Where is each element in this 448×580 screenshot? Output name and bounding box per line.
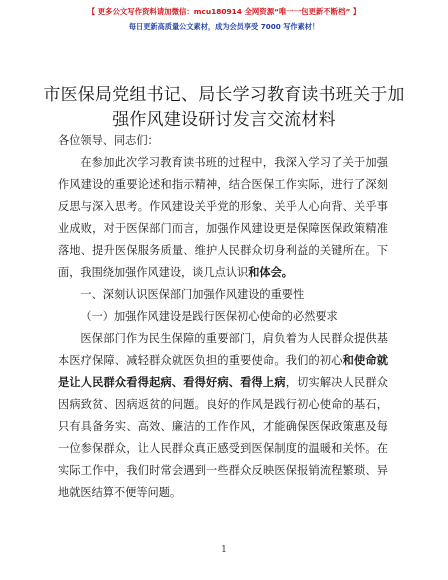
section-heading-1: 一、深刻认识医保部门加强作风建设的重要性 [80,288,305,301]
document-body [58,130,388,504]
paragraph-body [58,328,388,504]
subsection-heading-1: （一）加强作风建设是践行医保初心使命的必然要求 [80,310,338,323]
paragraph-body-bold: 和使命就是让人民群众看得起病、看得好病、看得上病 [58,354,388,389]
page-number: 1 [221,545,227,555]
promo-banner-line1: 【 更多公文写作资料请加微信：mcu180914 全网资源“唯一一包更新不断档” 】 [87,7,361,16]
promo-banner [0,6,448,33]
salutation: 各位领导、同志们： [58,134,159,147]
document-title: 市医保局党组书记、局长学习教育读书班关于加强作风建设研讨发言交流材料 [43,85,405,130]
promo-banner-line2: 每日更新高质量公文素材，成为会员享受 7000 写作素材！ [128,22,320,31]
paragraph-intro-text: 在参加此次学习教育读书班的过程中，我深入学习了关于加强作风建设的重要论述和指示精神，结合医保工作实际，进行了深刻反思与深入思考。作风建设关乎党的形象、关乎人心向背、关乎事业成败，对于医保部门而言，加强作风建设更是保障医保政策精准落地、提升医保服务质量、维护人民群众切身利益的关键所在。下面，我围绕加强作风建设，谈几点认识 [58,156,388,279]
paragraph-body-text-a: 医保部门作为民生保障的重要部门，肩负着为人民群众提供基本医疗保障、减轻群众就医负担的重要使命。我们的初心 [58,332,388,367]
paragraph-intro [58,152,388,284]
paragraph-intro-bold-end: 和体会。 [248,266,293,279]
paragraph-body-text-b: ，切实解决人民群众因病致贫、因病返贫的问题。良好的作风是践行初心使命的基石，只有具备务实、高效、廉洁的工作作风，才能确保医保政策惠及每一位参保群众，让人民群众真正感受到医保制度的温暖和关怀。在实际工作中，我们时常会遇到一些群众反映医保报销流程繁琐、异地就医结算不便等问题。 [58,376,388,499]
